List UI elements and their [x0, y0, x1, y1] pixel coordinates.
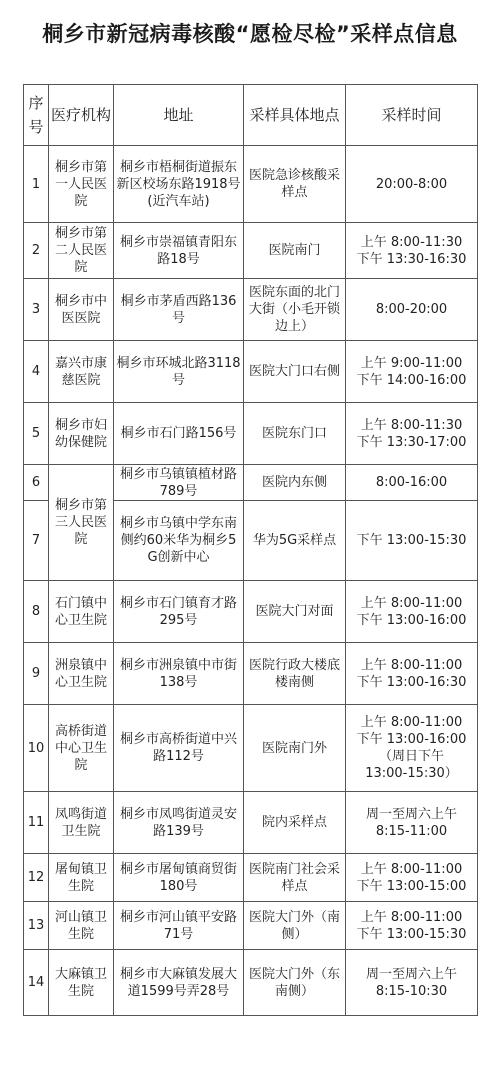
- row-org-cell: 桐乡市第一人民医院: [49, 146, 114, 223]
- time-line: 上午 8:00-11:00: [360, 909, 463, 925]
- row-index-cell: 4: [24, 341, 49, 403]
- row-address-cell: 桐乡市崇福镇青阳东路18号: [114, 223, 244, 279]
- time-line: 上午 8:00-11:30: [360, 234, 463, 250]
- table-row: [24, 643, 478, 705]
- row-location-cell: 医院内东侧: [244, 465, 346, 501]
- row-org-cell: 桐乡市妇幼保健院: [49, 403, 114, 465]
- row-org-cell: 桐乡市中医医院: [49, 279, 114, 341]
- row-location-cell: 院内采样点: [244, 792, 346, 854]
- row-address-cell: 桐乡市茅盾西路136号: [114, 279, 244, 341]
- time-line: 8:00-20:00: [375, 302, 448, 317]
- time-line: 下午 13:00-16:00: [356, 612, 467, 628]
- row-location-cell: 华为5G采样点: [244, 501, 346, 581]
- time-line: 下午 13:00-16:30: [356, 674, 467, 690]
- row-time-cell: [346, 902, 478, 950]
- row-index-cell: 6: [24, 465, 49, 501]
- row-address-cell: 桐乡市乌镇中学东南侧约60米华为桐乡5G创新中心: [114, 501, 244, 581]
- row-index-cell: 11: [24, 792, 49, 854]
- row-time-cell: [346, 705, 478, 792]
- row-index-cell: 3: [24, 279, 49, 341]
- row-location-cell: 医院行政大楼底楼南侧: [244, 643, 346, 705]
- row-address-cell: 桐乡市高桥街道中兴路112号: [114, 705, 244, 792]
- row-time-cell: [346, 501, 478, 581]
- header-org: 医疗机构: [49, 85, 114, 146]
- table-row: [24, 581, 478, 643]
- row-time-cell: [346, 223, 478, 279]
- time-line: 13:00-15:30）: [365, 766, 458, 781]
- row-index-cell: 13: [24, 902, 49, 950]
- time-line: 8:15-11:00: [375, 823, 448, 839]
- table-row: [24, 146, 478, 223]
- row-time-cell: [346, 465, 478, 501]
- table-row: [24, 341, 478, 403]
- time-line: 下午 13:00-15:30: [356, 533, 467, 548]
- row-index-cell: 5: [24, 403, 49, 465]
- table-header-row: [24, 85, 478, 146]
- row-org-cell: 高桥街道中心卫生院: [49, 705, 114, 792]
- row-location-cell: 医院大门对面: [244, 581, 346, 643]
- time-line: 上午 8:00-11:00: [360, 595, 463, 611]
- table-row: [24, 465, 478, 501]
- row-index-cell: 7: [24, 501, 49, 581]
- row-org-cell: 屠甸镇卫生院: [49, 854, 114, 902]
- row-location-cell: 医院南门外: [244, 705, 346, 792]
- row-time-cell: [346, 581, 478, 643]
- time-line: 周一至周六上午: [365, 806, 457, 822]
- time-line: 上午 8:00-11:00: [360, 657, 463, 673]
- row-time-cell: [346, 792, 478, 854]
- time-line: 8:00-16:00: [375, 475, 448, 490]
- row-org-cell: 凤鸣街道卫生院: [49, 792, 114, 854]
- table-row: [24, 950, 478, 1016]
- row-org-cell: 桐乡市第二人民医院: [49, 223, 114, 279]
- table-row: [24, 223, 478, 279]
- table-row: [24, 705, 478, 792]
- time-line: 下午 13:00-15:00: [356, 878, 467, 894]
- row-org-cell: 石门镇中心卫生院: [49, 581, 114, 643]
- row-time-cell: [346, 341, 478, 403]
- row-location-cell: 医院南门: [244, 223, 346, 279]
- time-line: 下午 13:00-16:00: [356, 732, 467, 747]
- row-address-cell: 桐乡市大麻镇发展大道1599号弄28号: [114, 950, 244, 1016]
- row-location-cell: 医院大门口右侧: [244, 341, 346, 403]
- sampling-sites-table: [23, 84, 478, 1016]
- time-line: 周一至周六上午: [365, 966, 457, 982]
- time-line: （周日下午: [378, 749, 444, 764]
- table-row: [24, 403, 478, 465]
- time-line: 下午 13:30-17:00: [356, 434, 467, 450]
- time-line: 下午 14:00-16:00: [356, 372, 467, 388]
- table-body: [24, 146, 478, 1016]
- row-index-cell: 10: [24, 705, 49, 792]
- row-index-cell: 14: [24, 950, 49, 1016]
- row-org-cell: 河山镇卫生院: [49, 902, 114, 950]
- row-index-cell: 2: [24, 223, 49, 279]
- header-index: 序号: [24, 85, 49, 146]
- time-line: 上午 8:00-11:00: [360, 715, 463, 730]
- header-location: 采样具体地点: [244, 85, 346, 146]
- time-line: 下午 13:30-16:30: [356, 251, 467, 267]
- row-org-cell: 桐乡市第三人民医院: [49, 465, 114, 581]
- row-address-cell: 桐乡市环城北路3118号: [114, 341, 244, 403]
- table-row: [24, 792, 478, 854]
- time-line: 8:15-10:30: [375, 983, 448, 999]
- header-address: 地址: [114, 85, 244, 146]
- time-line: 上午 8:00-11:00: [360, 861, 463, 877]
- row-location-cell: 医院东面的北门大街（小毛开锁边上）: [244, 279, 346, 341]
- row-address-cell: 桐乡市凤鸣街道灵安路139号: [114, 792, 244, 854]
- row-index-cell: 9: [24, 643, 49, 705]
- time-line: 20:00-8:00: [375, 176, 448, 192]
- table-row: [24, 279, 478, 341]
- row-address-cell: 桐乡市石门路156号: [114, 403, 244, 465]
- row-index-cell: 1: [24, 146, 49, 223]
- row-address-cell: 桐乡市洲泉镇中市街138号: [114, 643, 244, 705]
- time-line: 上午 8:00-11:30: [360, 417, 463, 433]
- page-title: 桐乡市新冠病毒核酸“愿检尽检”采样点信息: [42, 22, 458, 46]
- row-index-cell: 12: [24, 854, 49, 902]
- row-time-cell: [346, 279, 478, 341]
- row-address-cell: 桐乡市河山镇平安路71号: [114, 902, 244, 950]
- row-address-cell: 桐乡市梧桐街道振东新区校场东路1918号(近汽车站): [114, 146, 244, 223]
- header-time: 采样时间: [346, 85, 478, 146]
- row-location-cell: 医院南门社会采样点: [244, 854, 346, 902]
- time-line: 上午 9:00-11:00: [360, 355, 463, 371]
- row-address-cell: 桐乡市屠甸镇商贸街180号: [114, 854, 244, 902]
- row-time-cell: [346, 854, 478, 902]
- row-time-cell: [346, 950, 478, 1016]
- row-time-cell: [346, 643, 478, 705]
- row-time-cell: [346, 146, 478, 223]
- row-index-cell: 8: [24, 581, 49, 643]
- row-time-cell: [346, 403, 478, 465]
- row-org-cell: 嘉兴市康慈医院: [49, 341, 114, 403]
- row-location-cell: 医院急诊核酸采样点: [244, 146, 346, 223]
- row-org-cell: 大麻镇卫生院: [49, 950, 114, 1016]
- row-location-cell: 医院大门外（东南侧）: [244, 950, 346, 1016]
- row-location-cell: 医院大门外（南侧）: [244, 902, 346, 950]
- row-location-cell: 医院东门口: [244, 403, 346, 465]
- time-line: 下午 13:00-15:30: [356, 926, 467, 942]
- row-address-cell: 桐乡市乌镇镇植材路789号: [114, 465, 244, 501]
- table-row: [24, 854, 478, 902]
- row-org-cell: 洲泉镇中心卫生院: [49, 643, 114, 705]
- row-address-cell: 桐乡市石门镇育才路295号: [114, 581, 244, 643]
- table-row: [24, 902, 478, 950]
